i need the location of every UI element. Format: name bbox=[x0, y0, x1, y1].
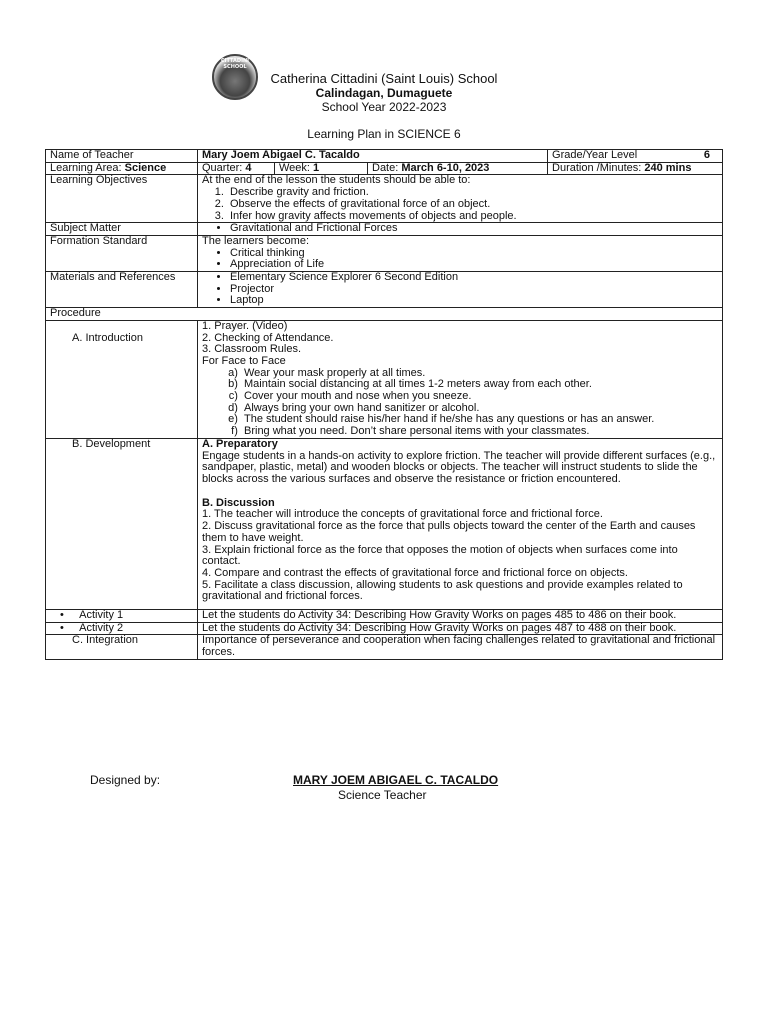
rule-item: d. Always bring your own hand sanitizer or alcohol. bbox=[244, 403, 718, 415]
intro-line: 2. Checking of Attendance. bbox=[202, 331, 334, 344]
week-label: Week: bbox=[279, 161, 314, 174]
week-value: 1 bbox=[313, 161, 320, 174]
integration-row bbox=[46, 635, 723, 659]
objective-item: 3. Infer how gravity affects movements of objects and people. bbox=[230, 211, 718, 223]
teacher-label: Name of Teacher bbox=[46, 150, 198, 163]
introduction-cell bbox=[198, 320, 723, 438]
area-row bbox=[46, 162, 723, 175]
formation-label: Formation Standard bbox=[46, 235, 198, 271]
activity2-label-cell bbox=[46, 622, 198, 635]
objectives-intro: At the end of the lesson the students should be able to: bbox=[202, 174, 471, 187]
activity1-text: Let the students do Activity 34: Describing How Gravity Works on pages 485 to 486 on their book. bbox=[198, 610, 723, 623]
preparatory-title: A. Preparatory bbox=[202, 437, 278, 450]
subject-row bbox=[46, 223, 723, 236]
preparatory-text: Engage students in a hands-on activity to explore friction. The teacher will provide different surfaces (e.g., sandpaper, plastic, metal) and wooden blocks or objects. The teacher will instruct students to slide the blocks across the various surfaces and observe the resistance or friction encountered. bbox=[202, 449, 716, 485]
duration-cell bbox=[548, 162, 723, 175]
activity2-text: Let the students do Activity 34: Describing How Gravity Works on pages 487 to 488 on their book. bbox=[198, 622, 723, 635]
objectives-list bbox=[202, 187, 718, 222]
materials-list bbox=[202, 272, 718, 307]
duration-label: Duration /Minutes: bbox=[552, 161, 645, 174]
materials-label: Materials and References bbox=[46, 272, 198, 308]
formation-row bbox=[46, 235, 723, 271]
rule-item: a. Wear your mask properly at all times. bbox=[244, 368, 718, 380]
rule-item: e. The student should raise his/her hand if he/she has any questions or has an answer. bbox=[244, 414, 718, 426]
grade-cell bbox=[548, 150, 723, 163]
objective-item: 2. Observe the effects of gravitational force of an object. bbox=[230, 199, 718, 211]
activity1-label-cell bbox=[46, 610, 198, 623]
formation-list bbox=[202, 248, 718, 271]
activity2-label: Activity 2 bbox=[79, 621, 124, 634]
development-row bbox=[46, 438, 723, 609]
subject-value: • Gravitational and Frictional Forces bbox=[230, 223, 718, 235]
date-value: March 6-10, 2023 bbox=[401, 161, 490, 174]
discussion-item: 3. Explain frictional force as the force that opposes the motion of objects when surfaces come into contact. bbox=[202, 543, 678, 568]
formation-intro: The learners become: bbox=[202, 234, 309, 247]
designed-by-label: Designed by: bbox=[90, 773, 161, 787]
plan-title: Learning Plan in SCIENCE 6 bbox=[307, 127, 461, 141]
development-cell bbox=[198, 438, 723, 609]
area-label: Learning Area: bbox=[50, 161, 125, 174]
discussion-item: 5. Facilitate a class discussion, allowing students to ask questions and provide examples related to gravitational and frictional forces. bbox=[202, 578, 683, 603]
discussion-item: 1. The teacher will introduce the concepts of gravitational force and frictional force. bbox=[202, 508, 603, 521]
activity1-label: Activity 1 bbox=[79, 609, 124, 622]
procedure-row bbox=[46, 308, 723, 321]
quarter-value: 4 bbox=[245, 161, 252, 174]
subject-label: Subject Matter bbox=[46, 223, 198, 236]
school-year: School Year 2022-2023 bbox=[321, 100, 447, 114]
school-location: Calindagan, Dumaguete bbox=[315, 86, 453, 100]
bullet-icon: • bbox=[60, 621, 64, 634]
quarter-cell bbox=[198, 162, 275, 175]
duration-value: 240 mins bbox=[644, 161, 692, 174]
area-value: Science bbox=[124, 161, 167, 174]
subject-cell bbox=[198, 223, 723, 236]
introduction-label: A. Introduction bbox=[46, 320, 198, 438]
grade-value: 6 bbox=[703, 149, 711, 161]
rule-item: b. Maintain social distancing at all times 1-2 meters away from each other. bbox=[244, 379, 718, 391]
formation-item: • Appreciation of Life bbox=[230, 259, 718, 271]
teacher-value: Mary Joem Abigael C. Tacaldo bbox=[198, 150, 548, 163]
objectives-row bbox=[46, 175, 723, 223]
designer-name: MARY JOEM ABIGAEL C. TACALDO bbox=[293, 773, 499, 787]
material-item: • Laptop bbox=[230, 295, 718, 307]
week-cell bbox=[275, 162, 368, 175]
formation-item: • Critical thinking bbox=[230, 248, 718, 260]
materials-row bbox=[46, 272, 723, 308]
intro-line: 1. Prayer. (Video) bbox=[202, 319, 288, 332]
area-cell bbox=[46, 162, 198, 175]
quarter-label: Quarter: bbox=[202, 161, 246, 174]
teacher-row bbox=[46, 150, 723, 163]
procedure-label: Procedure bbox=[46, 308, 723, 321]
activity1-row bbox=[46, 610, 723, 623]
discussion-item: 2. Discuss gravitational force as the force that pulls objects toward the center of the Earth and causes them to have weight. bbox=[202, 520, 696, 544]
material-item: • Elementary Science Explorer 6 Second Edition bbox=[230, 272, 718, 284]
school-name: Catherina Cittadini (Saint Louis) School bbox=[270, 71, 498, 86]
material-item: • Projector bbox=[230, 284, 718, 296]
discussion-title: B. Discussion bbox=[202, 496, 275, 509]
objectives-label: Learning Objectives bbox=[46, 175, 198, 223]
materials-cell bbox=[198, 272, 723, 308]
date-label: Date: bbox=[372, 161, 402, 174]
introduction-row bbox=[46, 320, 723, 438]
grade-label: Grade/Year Level bbox=[552, 149, 638, 161]
objective-item: 1. Describe gravity and friction. bbox=[230, 187, 718, 199]
rule-item: f. Bring what you need. Don’t share personal items with your classmates. bbox=[244, 426, 718, 438]
designer-role: Science Teacher bbox=[338, 788, 427, 802]
development-label: B. Development bbox=[46, 438, 198, 609]
discussion-item: 4. Compare and contrast the effects of gravitational force and frictional force on objects. bbox=[202, 566, 628, 579]
bullet-icon: • bbox=[60, 609, 64, 622]
formation-cell bbox=[198, 235, 723, 271]
intro-line: 3. Classroom Rules. bbox=[202, 343, 302, 356]
integration-text: Importance of perseverance and cooperation when facing challenges related to gravitational and frictional forces. bbox=[198, 635, 723, 659]
classroom-rules-list bbox=[202, 368, 718, 438]
rule-item: c. Cover your mouth and nose when you sneeze. bbox=[244, 391, 718, 403]
activity2-row bbox=[46, 622, 723, 635]
objectives-cell bbox=[198, 175, 723, 223]
integration-label: C. Integration bbox=[46, 635, 198, 659]
logo-lettering: CITTADINI SCHOOL bbox=[220, 58, 249, 70]
subject-list bbox=[202, 223, 718, 235]
learning-plan-table bbox=[45, 149, 723, 660]
date-cell bbox=[368, 162, 548, 175]
intro-line: For Face to Face bbox=[202, 354, 286, 367]
